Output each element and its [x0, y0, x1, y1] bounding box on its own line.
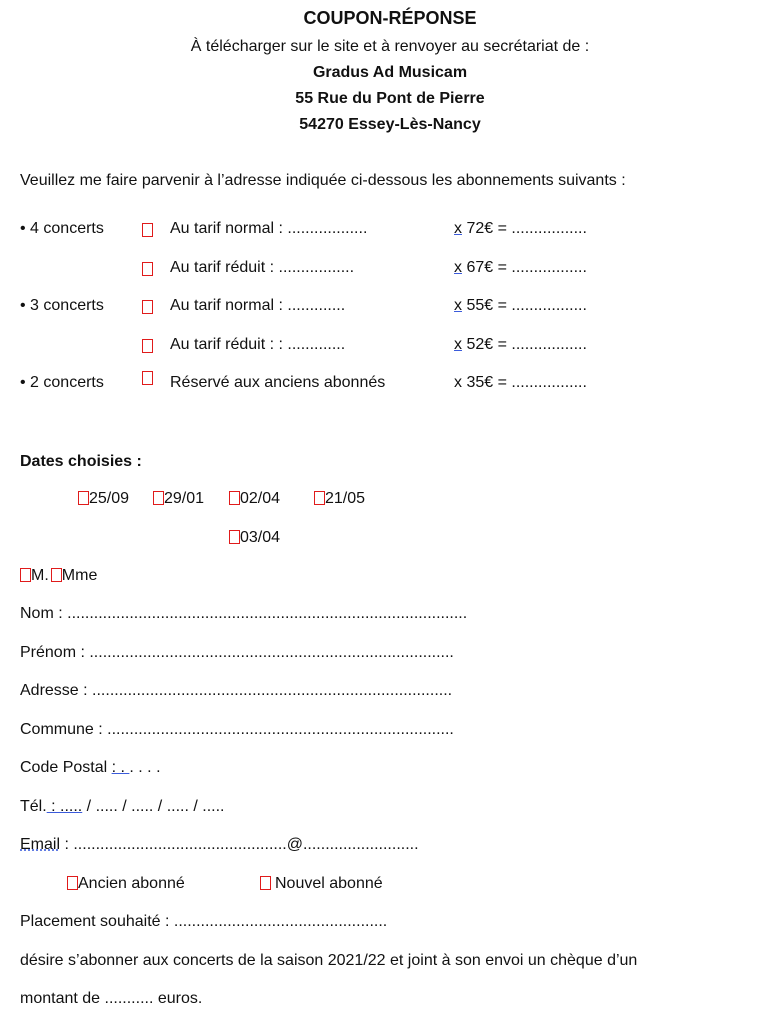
- sub-tarif-3-normal: Au tarif normal : .............: [170, 297, 346, 314]
- date-option-1[interactable]: 25/09: [78, 490, 129, 508]
- field-telephone[interactable]: Tél. : ..... / ..... / ..... / ..... / .....: [20, 798, 225, 815]
- date-checkbox-5[interactable]: [229, 530, 240, 544]
- field-adresse[interactable]: Adresse : .................................................................................: [20, 682, 453, 699]
- checkbox-3-reduit[interactable]: [142, 339, 153, 353]
- status-nouvel[interactable]: Nouvel abonné: [260, 875, 383, 893]
- form-subtitle: À télécharger sur le site et à renvoyer au secrétariat de :: [190, 38, 590, 55]
- sub-price-2-anciens: x 35€ = .................: [454, 374, 587, 391]
- intro-text: Veuillez me faire parvenir à l’adresse indiquée ci-dessous les abonnements suivants :: [20, 172, 626, 189]
- sub-price-3-normal: x 55€ = .................: [454, 297, 587, 314]
- sub-tarif-4-reduit: Au tarif réduit : .................: [170, 259, 355, 276]
- sub-label-3: • 3 concerts: [20, 297, 104, 314]
- date-checkbox-4[interactable]: [314, 491, 325, 505]
- checkbox-2-anciens[interactable]: [142, 371, 153, 385]
- field-commune[interactable]: Commune : ..............................................................................: [20, 721, 454, 738]
- date-option-5[interactable]: 03/04: [229, 529, 280, 547]
- checkbox-4-normal[interactable]: [142, 223, 153, 237]
- field-nom[interactable]: Nom : ..........................................................................................: [20, 605, 468, 622]
- status-ancien[interactable]: Ancien abonné: [67, 875, 185, 893]
- sub-tarif-2-anciens: Réservé aux anciens abonnés: [170, 374, 386, 391]
- field-placement[interactable]: Placement souhaité : ................................................: [20, 913, 388, 930]
- dates-heading: Dates choisies :: [20, 453, 142, 470]
- checkbox-nouvel[interactable]: [260, 876, 271, 890]
- sub-label-2: • 2 concerts: [20, 374, 104, 391]
- date-option-3[interactable]: 02/04: [229, 490, 280, 508]
- field-code-postal[interactable]: Code Postal : . . . . .: [20, 759, 161, 776]
- checkbox-4-reduit[interactable]: [142, 262, 153, 276]
- field-email[interactable]: Email : ................................................@..........................: [20, 836, 419, 853]
- sub-price-4-reduit: x 67€ = .................: [454, 259, 587, 276]
- field-prenom[interactable]: Prénom : ..................................................................................: [20, 644, 454, 661]
- date-checkbox-1[interactable]: [78, 491, 89, 505]
- checkbox-ancien[interactable]: [67, 876, 78, 890]
- civility-row: M. Mme: [20, 567, 97, 585]
- sub-tarif-4-normal: Au tarif normal : ..................: [170, 220, 368, 237]
- org-street: 55 Rue du Pont de Pierre: [295, 90, 485, 107]
- date-checkbox-3[interactable]: [229, 491, 240, 505]
- form-title: COUPON-RÉPONSE: [303, 8, 477, 28]
- closing-line-1: désire s’abonner aux concerts de la saison 2021/22 et joint à son envoi un chèque d’un: [20, 952, 638, 969]
- checkbox-m[interactable]: [20, 568, 31, 582]
- sub-tarif-3-reduit: Au tarif réduit : : .............: [170, 336, 346, 353]
- org-city: 54270 Essey-Lès-Nancy: [299, 116, 481, 133]
- sub-price-4-normal: x 72€ = .................: [454, 220, 587, 237]
- sub-label-4: • 4 concerts: [20, 220, 104, 237]
- sub-price-3-reduit: x 52€ = .................: [454, 336, 587, 353]
- closing-line-2: montant de ........... euros.: [20, 990, 203, 1007]
- date-option-4[interactable]: 21/05: [314, 490, 365, 508]
- org-name: Gradus Ad Musicam: [312, 64, 468, 81]
- date-checkbox-2[interactable]: [153, 491, 164, 505]
- date-option-2[interactable]: 29/01: [153, 490, 204, 508]
- checkbox-3-normal[interactable]: [142, 300, 153, 314]
- checkbox-mme[interactable]: [51, 568, 62, 582]
